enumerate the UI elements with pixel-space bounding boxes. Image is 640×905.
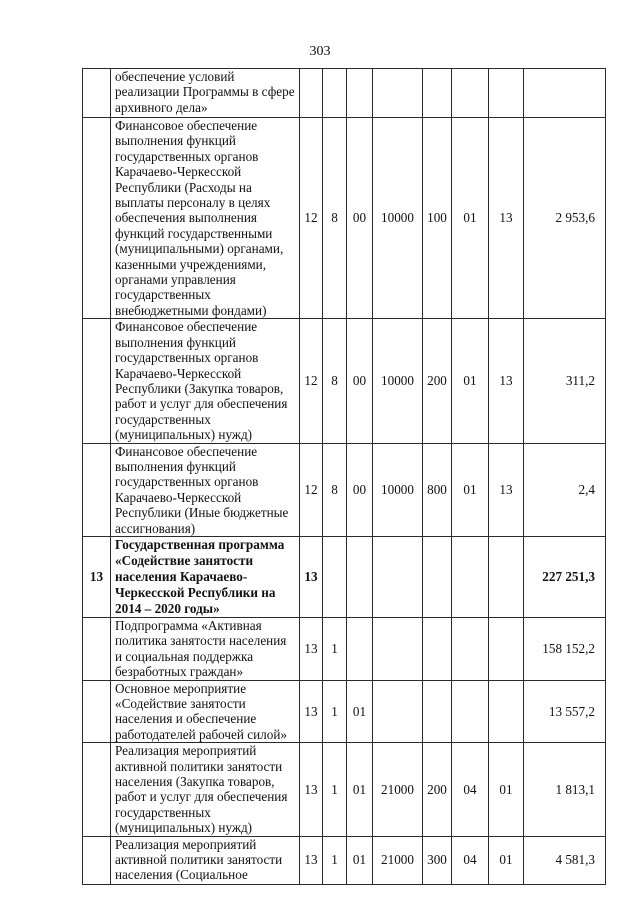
row-number-cell	[83, 743, 111, 836]
code-cell: 10000	[373, 319, 423, 443]
code-cell	[373, 536, 423, 617]
row-name-cell: Финансовое обеспечение выполнения функций государственных органов Карачаево-Черкесской Республики (Расходы на выплаты персоналу в целях обеспечения выполнения функций государственными (муниципальными) органами, казенными учреждениями, органами управления государственных внебюджетными фондами)	[111, 118, 300, 319]
table-row	[83, 617, 606, 680]
code-cell: 13	[489, 319, 524, 443]
code-cell: 01	[452, 443, 489, 536]
row-name-cell: Государственная программа «Содействие занятости населения Карачаево-Черкесской Республики на 2014 – 2020 годы»	[111, 536, 300, 617]
row-number-cell	[83, 836, 111, 884]
code-cell: 12	[300, 443, 323, 536]
amount-cell: 158 152,2	[524, 617, 606, 680]
code-cell	[452, 617, 489, 680]
code-cell: 21000	[373, 836, 423, 884]
code-cell	[347, 617, 373, 680]
code-cell	[300, 69, 323, 118]
code-cell	[373, 69, 423, 118]
code-cell: 13	[489, 443, 524, 536]
row-number-cell	[83, 680, 111, 743]
code-cell: 13	[300, 536, 323, 617]
code-cell: 12	[300, 118, 323, 319]
code-cell	[323, 536, 347, 617]
code-cell: 13	[300, 743, 323, 836]
code-cell: 04	[452, 743, 489, 836]
row-number-cell: 13	[83, 536, 111, 617]
row-name-cell: Финансовое обеспечение выполнения функций государственных органов Карачаево-Черкесской Республики (Иные бюджетные ассигнования)	[111, 443, 300, 536]
table-row	[83, 443, 606, 536]
amount-cell: 2 953,6	[524, 118, 606, 319]
code-cell: 300	[423, 836, 452, 884]
code-cell	[347, 536, 373, 617]
table-row	[83, 743, 606, 836]
code-cell: 00	[347, 118, 373, 319]
amount-cell: 227 251,3	[524, 536, 606, 617]
code-cell	[347, 69, 373, 118]
row-name-cell: Реализация мероприятий активной политики занятости населения (Закупка товаров, работ и услуг для обеспечения государственных (муниципальных) нужд)	[111, 743, 300, 836]
code-cell: 100	[423, 118, 452, 319]
budget-table	[82, 68, 606, 885]
code-cell	[423, 69, 452, 118]
code-cell	[373, 617, 423, 680]
table-row	[83, 69, 606, 118]
amount-cell: 1 813,1	[524, 743, 606, 836]
code-cell: 04	[452, 836, 489, 884]
code-cell	[489, 617, 524, 680]
code-cell: 01	[347, 680, 373, 743]
code-cell	[423, 680, 452, 743]
code-cell: 10000	[373, 443, 423, 536]
code-cell	[423, 617, 452, 680]
amount-cell: 13 557,2	[524, 680, 606, 743]
code-cell: 200	[423, 319, 452, 443]
amount-cell: 4 581,3	[524, 836, 606, 884]
code-cell: 13	[300, 617, 323, 680]
row-name-cell: Реализация мероприятий активной политики занятости населения (Социальное	[111, 836, 300, 884]
code-cell	[489, 680, 524, 743]
code-cell: 1	[323, 680, 347, 743]
code-cell: 8	[323, 319, 347, 443]
code-cell	[323, 69, 347, 118]
amount-cell: 311,2	[524, 319, 606, 443]
row-number-cell	[83, 69, 111, 118]
code-cell: 8	[323, 443, 347, 536]
code-cell	[452, 680, 489, 743]
code-cell: 800	[423, 443, 452, 536]
code-cell: 8	[323, 118, 347, 319]
table-row	[83, 319, 606, 443]
code-cell	[452, 536, 489, 617]
code-cell	[423, 536, 452, 617]
code-cell: 01	[452, 118, 489, 319]
code-cell: 1	[323, 836, 347, 884]
table-row	[83, 836, 606, 884]
row-number-cell	[83, 319, 111, 443]
code-cell: 21000	[373, 743, 423, 836]
table-row	[83, 118, 606, 319]
code-cell	[489, 69, 524, 118]
code-cell: 1	[323, 743, 347, 836]
row-name-cell: Финансовое обеспечение выполнения функций государственных органов Карачаево-Черкесской Республики (Закупка товаров, работ и услуг для обеспечения государственных (муниципальных) нужд)	[111, 319, 300, 443]
row-name-cell: обеспечение условий реализации Программы в сфере архивного дела»	[111, 69, 300, 118]
code-cell: 01	[489, 743, 524, 836]
code-cell: 13	[300, 836, 323, 884]
table-row	[83, 680, 606, 743]
code-cell: 01	[452, 319, 489, 443]
code-cell: 01	[347, 836, 373, 884]
code-cell: 1	[323, 617, 347, 680]
code-cell: 10000	[373, 118, 423, 319]
row-number-cell	[83, 443, 111, 536]
row-name-cell: Основное мероприятие «Содействие занятости населения и обеспечение работодателей рабочей силой»	[111, 680, 300, 743]
code-cell: 00	[347, 443, 373, 536]
row-name-cell: Подпрограмма «Активная политика занятости населения и социальная поддержка безработных граждан»	[111, 617, 300, 680]
row-number-cell	[83, 118, 111, 319]
code-cell	[373, 680, 423, 743]
code-cell: 13	[300, 680, 323, 743]
code-cell: 200	[423, 743, 452, 836]
amount-cell	[524, 69, 606, 118]
code-cell: 13	[489, 118, 524, 319]
row-number-cell	[83, 617, 111, 680]
program-row	[83, 536, 606, 617]
code-cell: 01	[347, 743, 373, 836]
page-number: 303	[309, 44, 331, 59]
code-cell: 12	[300, 319, 323, 443]
code-cell	[452, 69, 489, 118]
code-cell	[489, 536, 524, 617]
code-cell: 01	[489, 836, 524, 884]
code-cell: 00	[347, 319, 373, 443]
amount-cell: 2,4	[524, 443, 606, 536]
